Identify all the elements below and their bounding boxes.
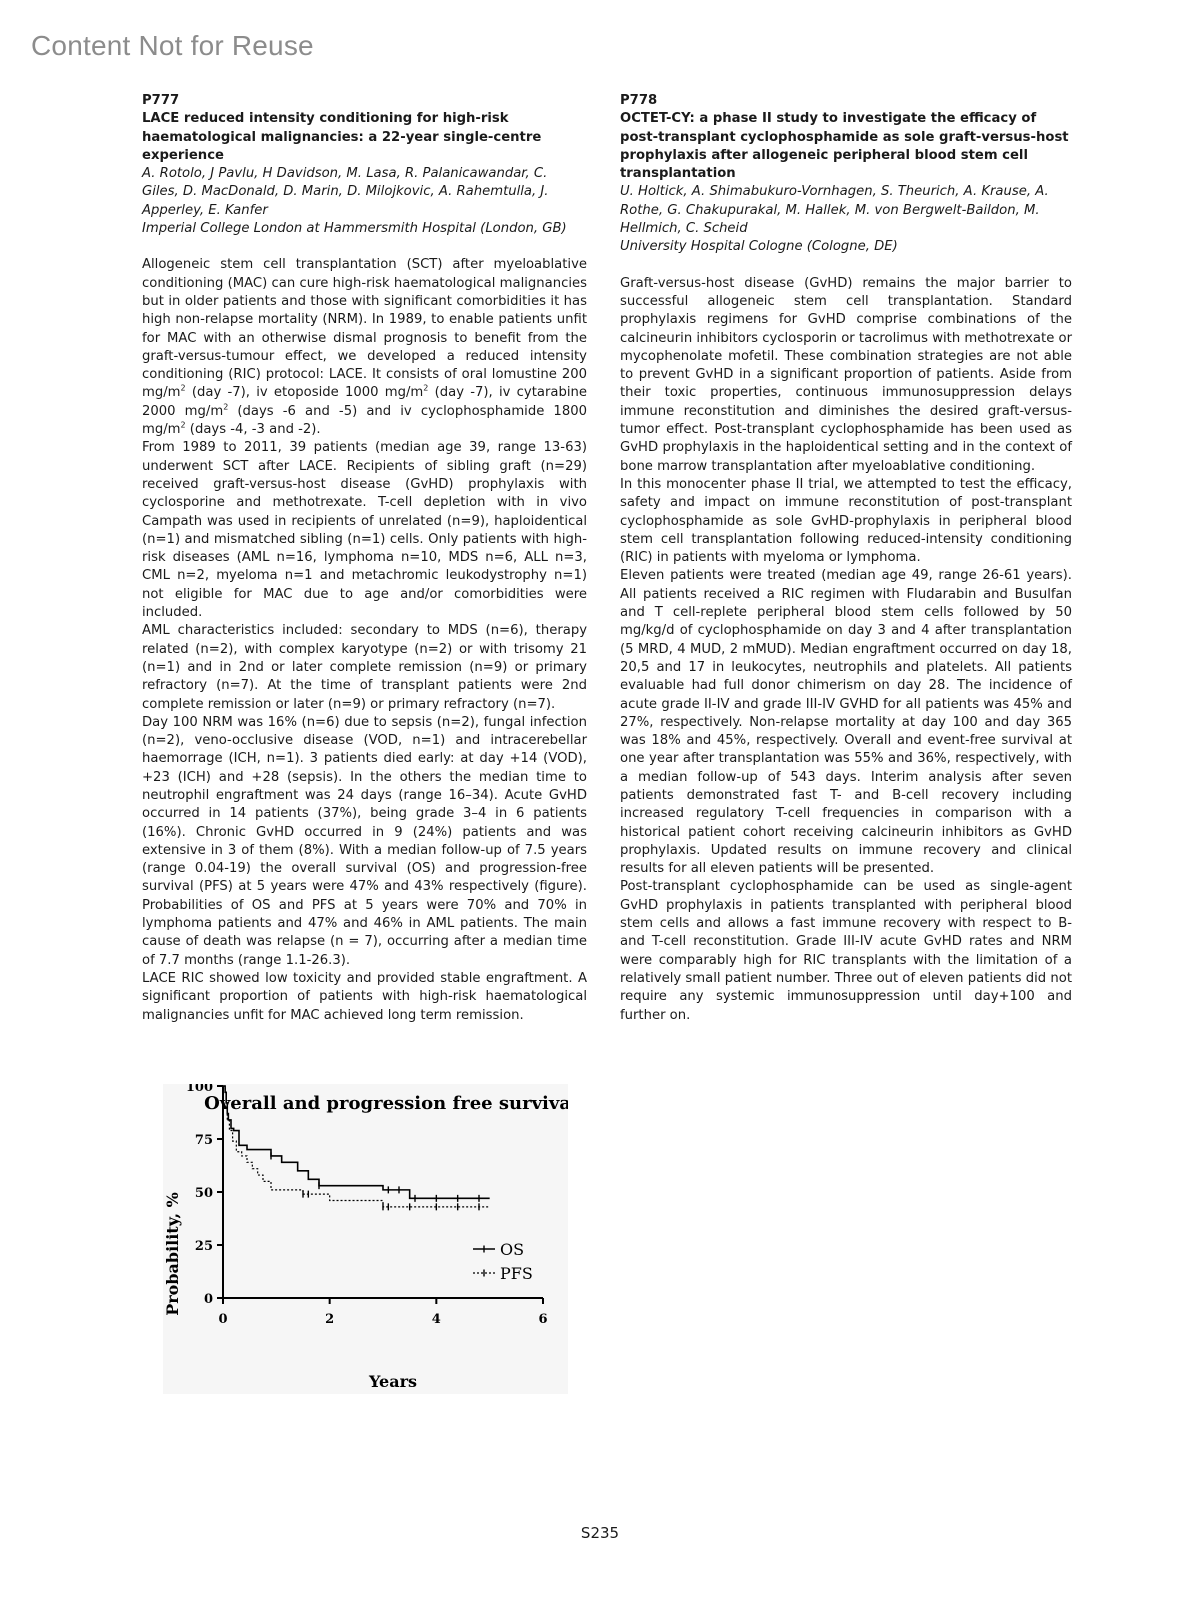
body-paragraph: From 1989 to 2011, 39 patients (median age 39, range 13-63) underwent SCT after LACE. Recipients of sibling graft (n=29) received graft-versus-host disease (GvHD) prophylaxis with cyclosporine and methotrexate. T-cell depletion with in vivo Campath was used in recipients of unrelated (n=9), haploidentical (n=1) and mismatched sibling (n=1) cells. Only patients with high-risk diseases (AML n=16, lymphoma n=10, MDS n=6, ALL n=3, CML n=2, myeloma n=1 and metachromic leukodystrophy n=1) not eligible for MAC due to age and/or comorbidities were included. [142, 440, 587, 621]
body-paragraph: Day 100 NRM was 16% (n=6) due to sepsis (n=2), fungal infection (n=2), veno-occlusive disease (VOD, n=1) and intracerebellar haemorrage (ICH, n=1). 3 patients died early: at day +14 (VOD), +23 (ICH) and +28 (sepsis). In the others the median time to neutrophil engraftment was 24 days (range 16–34). Acute GvHD occurred in 14 patients (37%), being grade 3–4 in 6 patients (16%). Chronic GvHD occurred in 9 (24%) patients and was extensive in 3 of them (8%). With a median follow-up of 7.5 years (range 0.04-19) the overall survival (OS) and progression-free survival (PFS) at 5 years were 47% and 43% respectively (figure). Probabilities of OS and PFS at 5 years were 70% and 70% in lymphoma patients and 47% and 46% in AML patients. The main cause of death was relapse (n = 7), occurring after a median time of 7.7 months (range 1.1-26.3). [142, 714, 587, 968]
y-tick-label: 0 [203, 1292, 213, 1307]
abstract-title: LACE reduced intensity conditioning for high-risk haematological malignancies: a 22-year single-centre experience [142, 111, 542, 163]
body-paragraph: Eleven patients were treated (median age 49, range 26-61 years). All patients received a RIC regimen with Fludarabin and Busulfan and T cell-replete peripheral blood stem cells followed by 50 mg/kg/d of cyclophosphamide on day 3 and 4 after transplantation (5 MRD, 4 MUD, 2 mMUD). Median engraftment occurred on day 18, 20,5 and 17 in leukocytes, neutrophils and platelets. All patients evaluable had full donor chimerism on day 28. The incidence of acute grade II-IV and grade III-IV GVHD for all patients was 45% and 27%, respectively. Non-relapse mortality at day 100 and day 365 was 18% and 45%, respectively. Overall and event-free survival at one year after transplantation was 55% and 36%, respectively, with a median follow-up of 543 days. Interim analysis after seven patients demonstrated fast T- and B-cell recovery including increased regulatory T-cell frequencies in comparison with a historical patient cohort receiving calcineurin inhibitors as GvHD prophylaxis. Updated results on immune recovery and clinical results for all eleven patients will be presented. [620, 568, 1072, 877]
y-tick-label: 50 [194, 1186, 213, 1201]
survival-figure [163, 1084, 568, 1394]
y-tick-label: 25 [194, 1239, 213, 1254]
x-tick-label: 2 [325, 1312, 335, 1327]
x-tick-label: 0 [218, 1312, 228, 1327]
watermark: Content Not for Reuse [31, 30, 314, 61]
x-tick-label: 4 [431, 1312, 441, 1327]
abstract-body [620, 275, 1072, 1025]
abstract-p778 [620, 92, 1072, 1025]
body-paragraph: Allogeneic stem cell transplantation (SCT) after myeloablative conditioning (MAC) can cure high-risk haematological malignancies but in older patients and those with significant comorbidities it has high non-relapse mortality (NRM). In 1989, to enable patients unfit for MAC with an otherwise dismal prognosis to benefit from the graft-versus-tumour effect, we developed a reduced intensity conditioning (RIC) protocol: LACE. It consists of oral lomustine 200 $mg/m^2$ (day -7), iv etoposide 1000 $mg/m^2$ (day -7), iv cytarabine 2000 $mg/m^2$ (days -6 and -5) and iv cyclophosphamide 1800 $mg/m^2$ (days -4, -3 and -2). [142, 257, 587, 438]
abstract-body [142, 256, 587, 1024]
body-paragraph: Graft-versus-host disease (GvHD) remains the major barrier to successful allogeneic stem cell transplantation. Standard prophylaxis regimens for GvHD comprise combinations of the calcineurin inhibitors cyclosporin or tacrolimus with methotrexate or mycophenolate mofetil. These combination strategies are not able to prevent GvHD in a significant proportion of patients. Aside from their toxic properties, continuous immunosuppression delays immune reconstitution and diminishes the desired graft-versus-tumor effect. Post-transplant cyclophosphamide has been used as GvHD prophylaxis in the haploidentical setting and in the context of bone marrow transplantation after myeloablative conditioning. [620, 275, 1072, 474]
body-paragraph: LACE RIC showed low toxicity and provided stable engraftment. A significant proportion of patients with high-risk haematological malignancies unfit for MAC achieved long term remission. [142, 970, 587, 1023]
chart-title: Overall and progression free survival [204, 1093, 568, 1114]
page-number: S235 [580, 1524, 620, 1542]
y-axis-label: Probability, % [163, 1192, 182, 1316]
abstract-title: OCTET-CY: a phase II study to investigate the efficacy of post-transplant cyclophosphamide as sole graft-versus-host prophylaxis after allogeneic peripheral blood stem cell transplantation [620, 111, 1069, 182]
body-paragraph: Post-transplant cyclophosphamide can be used as single-agent GvHD prophylaxis in patients transplanted with peripheral blood stem cells and allows a fast immune recovery with respect to B- and T-cell reconstitution. Grade III-IV acute GvHD rates and NRM were comparably high for RIC transplants with the limitation of a relatively small patient number. Three out of eleven patients did not require any systemic immunosuppression until day+100 and further on. [620, 879, 1072, 1023]
body-paragraph: In this monocenter phase II trial, we attempted to test the efficacy, safety and impact on immune reconstitution of post-transplant cyclophosphamide as sole GvHD-prophylaxis in peripheral blood stem cell transplantation following reduced-intensity conditioning (RIC) in patients with myeloma or lymphoma. [620, 476, 1072, 566]
legend-label-os: OS [500, 1240, 525, 1259]
x-axis-label: Years [368, 1372, 418, 1391]
abstract-authors: U. Holtick, A. Shimabukuro-Vornhagen, S. Theurich, A. Krause, A. Rothe, G. Chakupurakal, M. Hallek, M. von Bergwelt-Baildon, M. Hellmich, C. Scheid [620, 184, 1049, 237]
abstract-authors: A. Rotolo, J Pavlu, H Davidson, M. Lasa, R. Palanicawandar, C. Giles, D. MacDonald, D. Marin, D. Milojkovic, A. Rahemtulla, J. Apperley, E. Kanfer [142, 166, 549, 218]
abstract-affiliation: University Hospital Cologne (Cologne, DE) [620, 239, 898, 255]
abstract-p777 [142, 92, 587, 1025]
x-tick-label: 6 [538, 1312, 548, 1327]
body-paragraph: AML characteristics included: secondary to MDS (n=6), therapy related (n=2), with complex karyotype (n=2) or with trisomy 21 (n=1) and in 2nd or later complete remission (n=9) or primary refractory (n=7). At the time of transplant patients were 2nd complete remission or later (n=9) or primary refractory (n=7). [142, 623, 587, 712]
y-tick-label: 100 [185, 1084, 213, 1095]
abstract-affiliation: Imperial College London at Hammersmith Hospital (London, GB) [142, 221, 567, 237]
legend-label-pfs: PFS [500, 1264, 533, 1283]
abstract-id: P778 [620, 93, 658, 108]
survival-chart [163, 1084, 568, 1394]
y-tick-label: 75 [194, 1133, 213, 1148]
abstract-id: P777 [142, 93, 180, 108]
